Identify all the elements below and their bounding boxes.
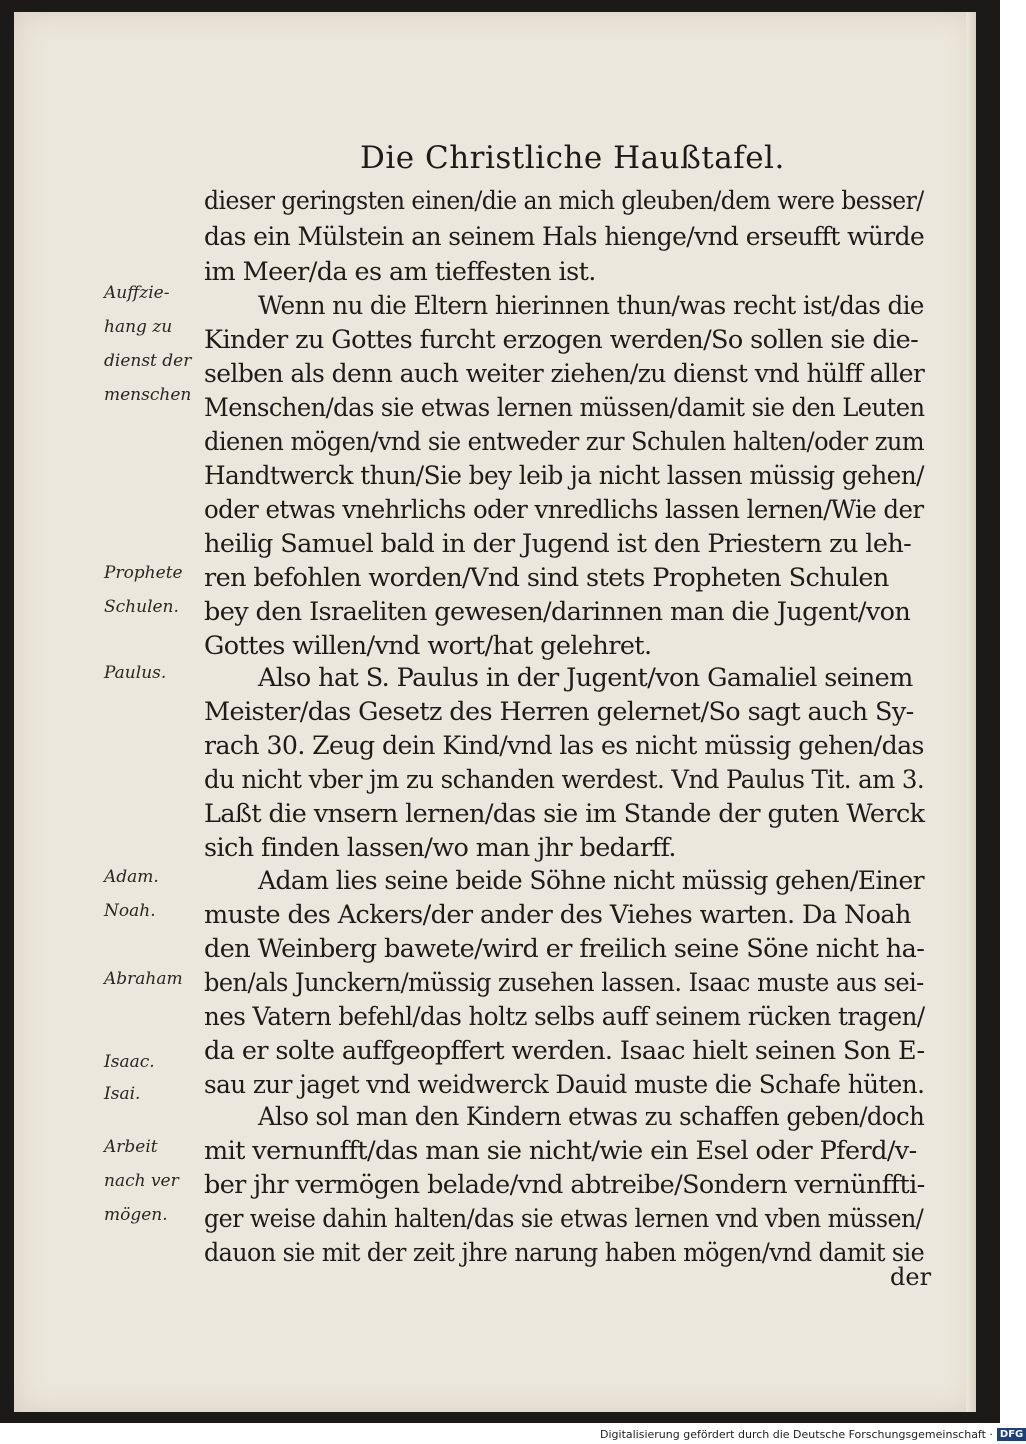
body-line: Laßt die vnsern lernen/das sie im Stande der guten Werck xyxy=(204,799,925,829)
body-line: den Weinberg bawete/wird er freilich seine Söne nicht ha- xyxy=(204,934,925,964)
body-line: Also sol man den Kindern etwas zu schaffen geben/doch xyxy=(258,1102,925,1132)
marginal-line: menschen xyxy=(104,385,192,405)
marginal-line: hang zu xyxy=(104,317,173,337)
body-line: Adam lies seine beide Söhne nicht müssig gehen/Einer xyxy=(258,866,925,896)
body-line: Wenn nu die Eltern hierinnen thun/was recht ist/das die xyxy=(258,291,924,321)
marginal-line: Prophete xyxy=(104,563,183,583)
body-line: ren befohlen worden/Vnd sind stets Propheten Schulen xyxy=(204,563,889,593)
marginal-line: Paulus. xyxy=(104,663,167,683)
marginal-note-work xyxy=(104,1130,200,1232)
body-line: sich finden lassen/wo man jhr bedarff. xyxy=(204,833,676,863)
body-line: ger weise dahin halten/das sie etwas lernen vnd vben müssen/ xyxy=(204,1204,924,1234)
body-line: Menschen/das sie etwas lernen müssen/damit sie den Leuten xyxy=(204,393,925,423)
dfg-logo-icon: DFG xyxy=(997,1428,1026,1441)
marginal-line: Isai. xyxy=(104,1084,141,1104)
marginal-note-isaac-isai xyxy=(104,1046,200,1110)
body-line: sau zur jaget vnd weidwerck Dauid muste die Schafe hüten. xyxy=(204,1070,925,1100)
running-head: Die Christliche Haußtafel. xyxy=(360,140,785,176)
marginal-line: Abraham xyxy=(104,969,183,989)
body-line: im Meer/da es am tieffesten ist. xyxy=(204,257,596,287)
marginal-line: nach ver xyxy=(104,1171,179,1191)
marginal-note-upbringing xyxy=(104,276,200,412)
body-line: rach 30. Zeug dein Kind/vnd las es nicht müssig gehen/das xyxy=(204,731,924,761)
marginal-line: Adam. xyxy=(104,867,159,887)
body-line: Meister/das Gesetz des Herren gelernet/So sagt auch Sy- xyxy=(204,697,914,727)
marginal-line: Noah. xyxy=(104,901,156,921)
marginal-note-prophet-schools xyxy=(104,556,200,624)
marginal-line: Arbeit xyxy=(104,1137,158,1157)
body-line: Also hat S. Paulus in der Jugent/von Gamaliel seinem xyxy=(258,663,913,693)
marginal-line: Isaac. xyxy=(104,1052,155,1072)
body-line: da er solte auffgeopffert werden. Isaac hielt seinen Son E- xyxy=(204,1036,925,1066)
body-line: nes Vatern befehl/das holtz selbs auff seinem rücken tragen/ xyxy=(204,1002,925,1032)
body-line: dieser geringsten einen/die an mich gleuben/dem were besser/ xyxy=(204,186,924,216)
footer-text: Digitalisierung gefördert durch die Deutsche Forschungsgemeinschaft · xyxy=(600,1427,993,1441)
catchword: der xyxy=(890,1263,932,1291)
page-edge-shadow xyxy=(966,12,976,1412)
body-line: muste des Ackers/der ander des Viehes warten. Da Noah xyxy=(204,900,911,930)
marginal-note-paulus xyxy=(104,656,200,690)
marginal-line: dienst der xyxy=(104,351,192,371)
digitization-footer xyxy=(600,1426,1026,1442)
body-line: ber jhr vermögen belade/vnd abtreibe/Sondern vernünffti- xyxy=(204,1170,925,1200)
body-line: bey den Israeliten gewesen/darinnen man die Jugent/von xyxy=(204,597,911,627)
marginal-note-abraham xyxy=(104,962,200,996)
body-line: selben als denn auch weiter ziehen/zu dienst vnd hülff aller xyxy=(204,359,925,389)
marginal-note-adam-noah xyxy=(104,860,200,928)
body-line: heilig Samuel bald in der Jugend ist den Priestern zu leh- xyxy=(204,529,912,559)
body-line: dienen mögen/vnd sie entweder zur Schulen halten/oder zum xyxy=(204,427,925,457)
body-line: mit vernunfft/das man sie nicht/wie ein Esel oder Pferd/v- xyxy=(204,1136,917,1166)
body-line: Gottes willen/vnd wort/hat gelehret. xyxy=(204,631,652,661)
body-line: Kinder zu Gottes furcht erzogen werden/So sollen sie die- xyxy=(204,325,919,355)
body-line: oder etwas vnehrlichs oder vnredlichs lassen lernen/Wie der xyxy=(204,495,924,525)
marginal-line: Auffzie- xyxy=(104,283,170,303)
marginal-line: Schulen. xyxy=(104,597,179,617)
body-line: Handtwerck thun/Sie bey leib ja nicht lassen müssig gehen/ xyxy=(204,461,924,491)
body-line: ben/als Junckern/müssig zusehen lassen. Isaac muste aus sei- xyxy=(204,968,924,998)
body-line: dauon sie mit der zeit jhre narung haben mögen/vnd damit sie xyxy=(204,1238,925,1268)
body-line: du nicht vber jm zu schanden werdest. Vnd Paulus Tit. am 3. xyxy=(204,765,925,795)
body-line: das ein Mülstein an seinem Hals hienge/vnd erseufft würde xyxy=(204,222,925,252)
marginal-line: mögen. xyxy=(104,1205,168,1225)
